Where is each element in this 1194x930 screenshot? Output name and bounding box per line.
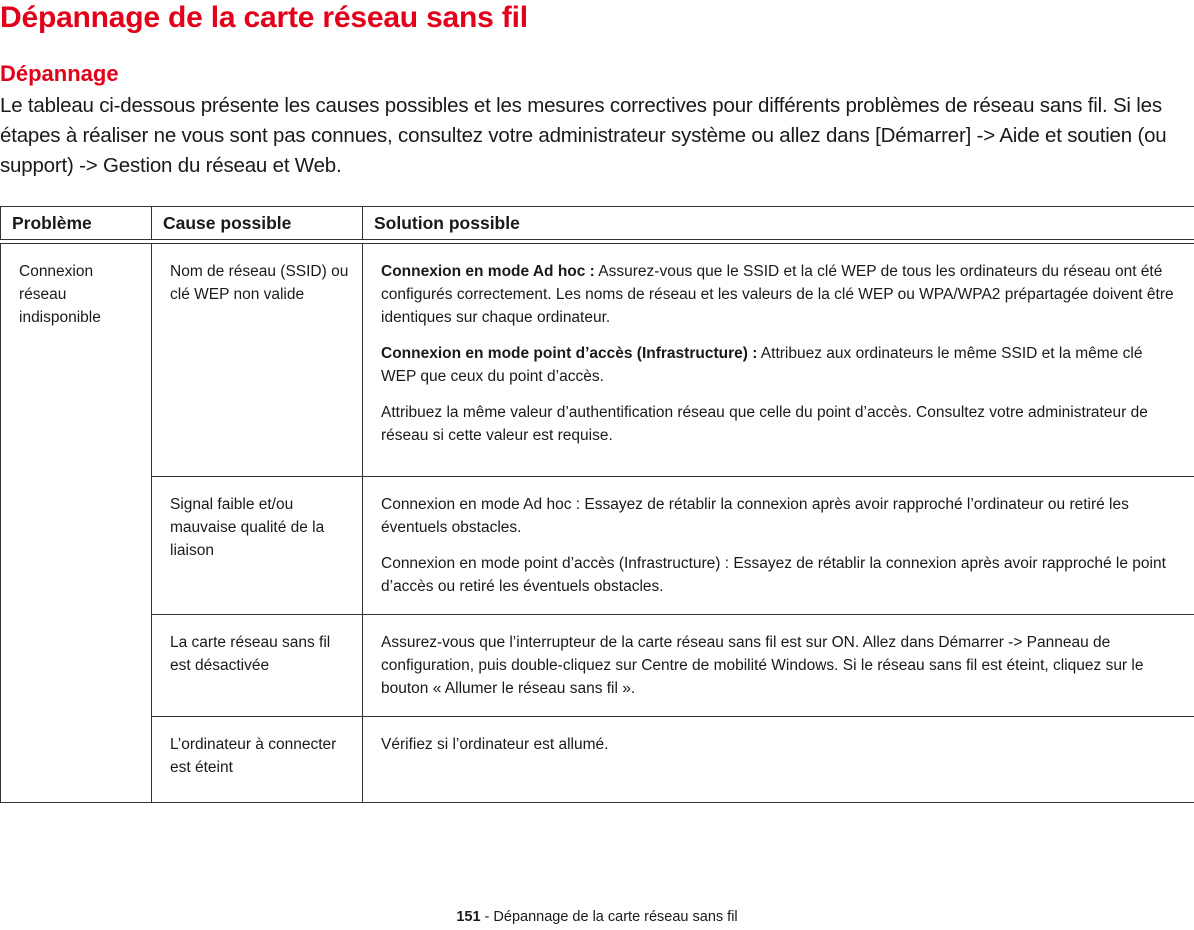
solution-text: Assurez-vous que le SSID et la clé WEP de tous les ordinateurs du réseau ont été configurés correctement. Les noms de réseau et les valeurs de la clé WEP ou WPA/WPA2 prépartagée doivent être identiques sur chaque ordinateur.: [381, 263, 1174, 326]
solution-paragraph: [381, 260, 1178, 329]
solution-paragraph: [381, 342, 1178, 388]
solution-text: Assurez-vous que l’interrupteur de la carte réseau sans fil est sur ON. Allez dans Démarrer -> Panneau de configuration, puis double-cliquez sur Centre de mobilité Windows. Si le réseau sans fil est éteint, cliquez sur le bouton « Allumer le réseau sans fil ».: [381, 634, 1144, 697]
page-title: Dépannage de la carte réseau sans fil: [0, 1, 528, 34]
header-problem: Problème: [1, 207, 152, 240]
solution-paragraph: [381, 401, 1178, 447]
solution-text: Vérifiez si l’ordinateur est allumé.: [381, 736, 609, 753]
cause-cell: Signal faible et/ou mauvaise qualité de la liaison: [152, 477, 363, 615]
solution-text: Attribuez la même valeur d’authentification réseau que celle du point d’accès. Consultez votre administrateur de réseau si cette valeur est requise.: [381, 404, 1148, 444]
solution-text: Attribuez aux ordinateurs le même SSID et la même clé WEP que ceux du point d’accès.: [381, 345, 1143, 385]
solution-text: Connexion en mode Ad hoc : Essayez de rétablir la connexion après avoir rapproché l’ordinateur ou retiré les éventuels obstacles.: [381, 496, 1129, 536]
table-row: [1, 615, 1194, 717]
intro-paragraph: Le tableau ci-dessous présente les causes possibles et les mesures correctives pour différents problèmes de réseau sans fil. Si les étapes à réaliser ne vous sont pas connues, consultez votre administrateur système ou allez dans [Démarrer] -> Aide et soutien (ou support) -> Gestion du réseau et Web.: [0, 94, 1167, 177]
section-heading: Dépannage: [0, 61, 119, 86]
header-cause: Cause possible: [152, 207, 363, 240]
solution-lead: Connexion en mode Ad hoc :: [381, 263, 595, 280]
solution-paragraph: [381, 631, 1178, 700]
table-row: [1, 477, 1194, 615]
solution-cell: [363, 717, 1194, 803]
problem-cell: Connexion réseau indisponible: [1, 244, 152, 803]
cause-cell: La carte réseau sans fil est désactivée: [152, 615, 363, 717]
page-footer: [0, 907, 1194, 927]
footer-text: - Dépannage de la carte réseau sans fil: [480, 909, 738, 925]
cause-cell: Nom de réseau (SSID) ou clé WEP non valide: [152, 244, 363, 477]
solution-cell: [363, 477, 1194, 615]
solution-paragraph: [381, 733, 1178, 756]
table-row: [1, 717, 1194, 803]
header-solution: Solution possible: [363, 207, 1194, 240]
page-number: 151: [456, 909, 481, 925]
table-row: [1, 244, 1194, 477]
solution-text: Connexion en mode point d’accès (Infrastructure) : Essayez de rétablir la connexion après avoir rapproché le point d’accès ou retiré les éventuels obstacles.: [381, 555, 1166, 595]
solution-cell: [363, 615, 1194, 717]
solution-paragraph: [381, 552, 1178, 598]
solution-cell: [363, 244, 1194, 477]
solution-paragraph: [381, 493, 1178, 539]
troubleshooting-table: [0, 206, 1194, 803]
table-header-row: [1, 207, 1194, 240]
solution-lead: Connexion en mode point d’accès (Infrastructure) :: [381, 345, 758, 362]
cause-cell: L’ordinateur à connecter est éteint: [152, 717, 363, 803]
